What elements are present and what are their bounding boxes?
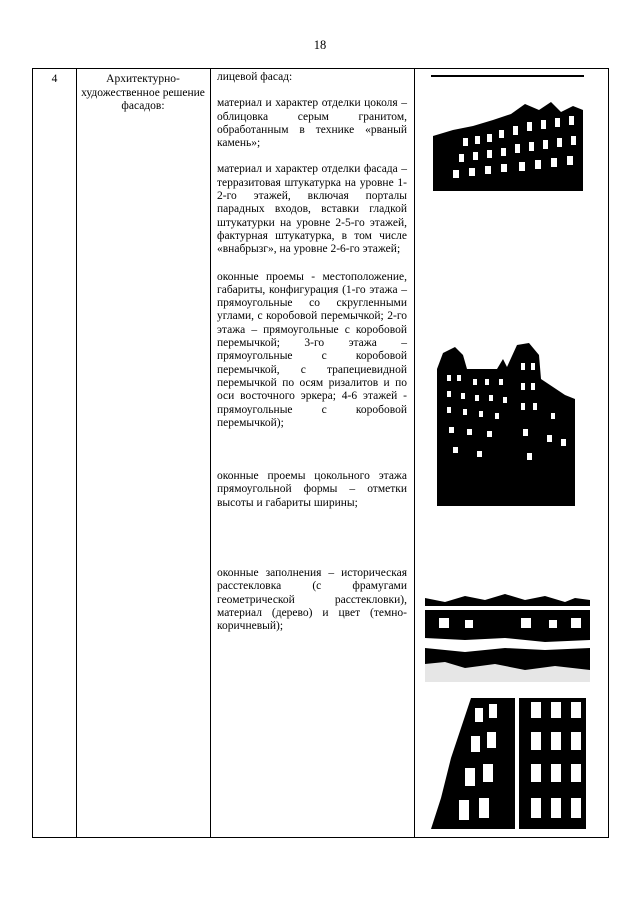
paragraph-window-openings: оконные проемы - местоположение, габариты, конфигурация (1-го этажа – прямоугольные со скругленными углами, с коробовой перемычкой; 2-го этажа – прямоугольные с коробовой перемычкой; 3-го этажа – прямоугольные с коробовой перемычкой, с трапециевидной перемычкой по осям ризалитов и по оси восточного эркера; 4-6 этажей - прямоугольные с коробовой перемычкой);	[217, 270, 407, 429]
column-divider	[76, 69, 77, 837]
column-divider	[210, 69, 211, 837]
row-name: Архитектурно-художественное решение фасадов:	[81, 73, 205, 112]
features-table	[32, 68, 609, 838]
window-fillings-photo	[431, 698, 586, 829]
paragraph-basement-windows: оконные проемы цокольного этажа прямоугольной формы – отметки высоты и габариты ширины;	[217, 470, 407, 509]
page-number: 18	[313, 38, 327, 52]
row-number: 4	[51, 73, 58, 85]
basement-windows-photo	[425, 578, 590, 682]
facade-photo	[433, 96, 583, 191]
paragraph-finish: материал и характер отделки фасада – терразитовая штукатурка на уровне 1-2-го этажей, включая порталы парадных входов, вставки гладкой штукатурки на уровне 2-5-го этажей, фактурная штукатурка, в том числе «внабрызг», на уровне 2-6-го этажей;	[217, 163, 407, 256]
paragraph-plinth: материал и характер отделки цоколя – облицовка серым гранитом, обработанным в технике «рваный камень»;	[217, 97, 407, 150]
row-description	[217, 71, 407, 634]
paragraph-window-fillings: оконные заполнения – историческая расстекловка (с фрамугами геометрической расстекловки), материал (дерево) и цвет (темно-коричневый);	[217, 567, 407, 633]
paragraph-facade: лицевой фасад:	[217, 71, 293, 83]
column-divider	[414, 69, 415, 837]
photo-top-rule	[431, 75, 584, 77]
corner-tower-photo	[437, 339, 575, 506]
